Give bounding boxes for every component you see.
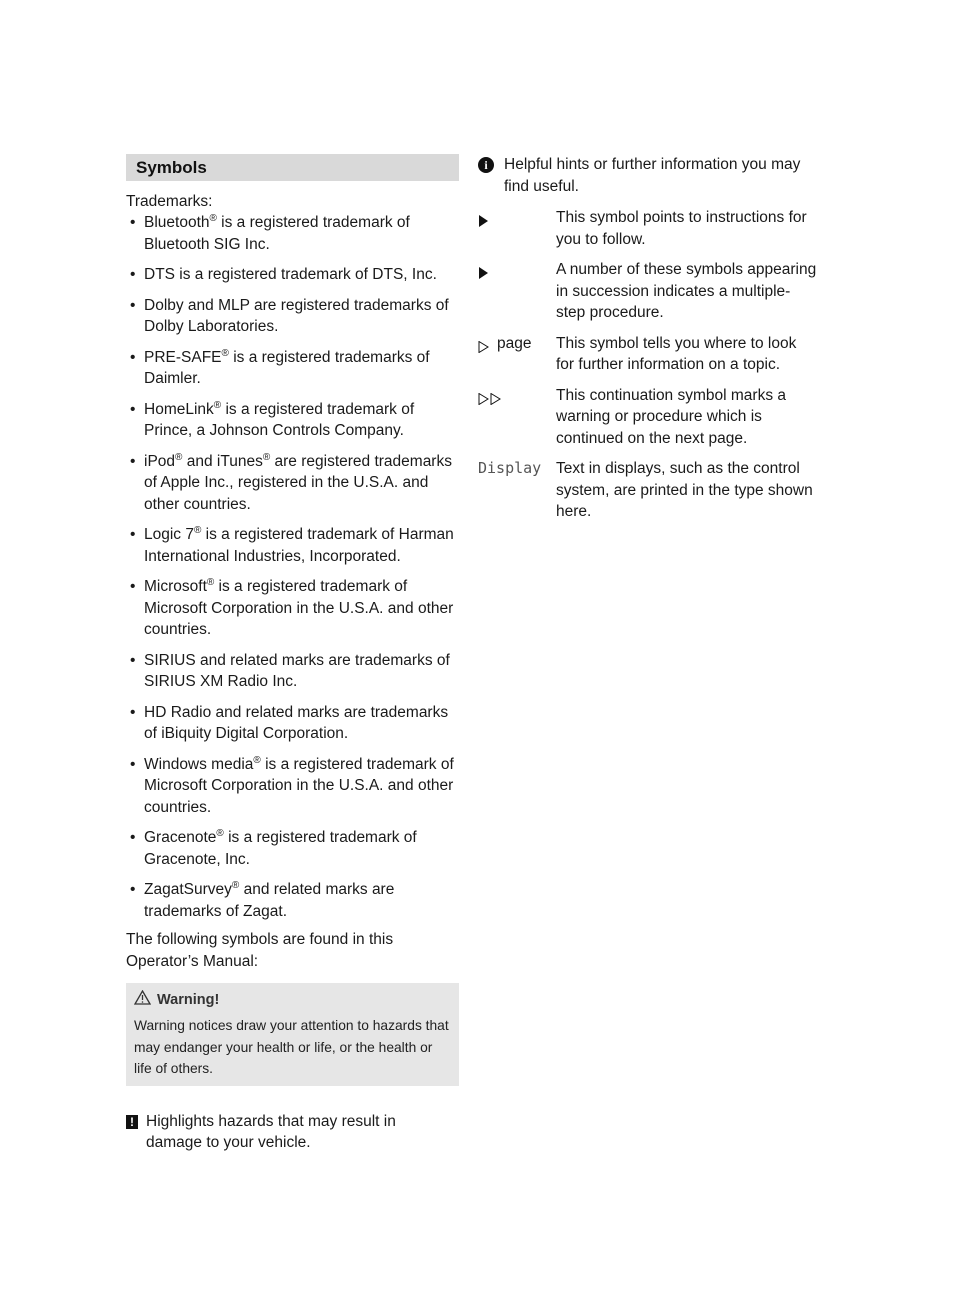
symbol-description: This symbol tells you where to look for further information on a topic. <box>556 334 797 373</box>
hazard-text: Highlights hazards that may result in damage to your vehicle. <box>146 1112 396 1151</box>
warning-triangle-icon <box>134 990 151 1009</box>
info-text: Helpful hints or further information you may find useful. <box>504 156 801 195</box>
list-item: • Bluetooth® is a registered trademark of Bluetooth SIG Inc. <box>130 212 410 253</box>
warning-title-row <box>134 990 451 1009</box>
table-row <box>478 259 818 324</box>
warning-body: Warning notices draw your attention to hazards that may endanger your health or life, or the health or life of others. <box>134 1018 449 1076</box>
list-item: • Microsoft® is a registered trademark of Microsoft Corporation in the U.S.A. and other countries. <box>130 576 454 638</box>
arrow-right-filled-icon <box>478 264 489 286</box>
symbol-description: Text in displays, such as the control system, are printed in the type shown here. <box>556 460 813 520</box>
page-reference-label: page <box>497 334 532 352</box>
list-item: • HD Radio and related marks are trademarks of iBiquity Digital Corporation. <box>130 703 449 742</box>
arrow-right-filled-icon <box>478 212 489 234</box>
section-header: Symbols <box>126 154 459 181</box>
info-note <box>478 154 818 197</box>
exclamation-icon: ! <box>126 1115 138 1129</box>
double-arrow-outline-icon <box>478 390 502 412</box>
list-item: • ZagatSurvey® and related marks are trademarks of Zagat. <box>130 879 395 920</box>
trademark-list <box>126 212 459 922</box>
arrow-right-outline-icon <box>478 338 489 360</box>
warning-title: Warning! <box>157 991 220 1008</box>
right-column <box>478 154 818 532</box>
trademarks-label: Trademarks: <box>126 193 213 210</box>
list-item: • HomeLink® is a registered trademark of Prince, a Johnson Controls Company. <box>130 399 415 439</box>
table-row <box>478 458 818 523</box>
warning-box <box>126 983 459 1086</box>
list-item: • PRE-SAFE® is a registered trademarks of Daimler. <box>130 347 430 387</box>
hazard-note <box>126 1111 459 1154</box>
list-item: • DTS is a registered trademark of DTS, Inc. <box>130 266 437 283</box>
table-row <box>478 333 818 376</box>
symbol-description: This symbol points to instructions for you to follow. <box>556 209 807 248</box>
list-item: • Dolby and MLP are registered trademarks of Dolby Laboratories. <box>130 296 449 335</box>
info-icon: i <box>478 157 494 173</box>
list-item: • iPod® and iTunes® are registered trademarks of Apple Inc., registered in the U.S.A. and other countries. <box>130 451 452 513</box>
list-item: • Gracenote® is a registered trademark of Gracenote, Inc. <box>130 827 417 868</box>
list-item: • Windows media® is a registered trademark of Microsoft Corporation in the U.S.A. and other countries. <box>130 754 454 816</box>
list-item: • Logic 7® is a registered trademark of Harman International Industries, Incorporated. <box>130 524 454 565</box>
symbols-intro: The following symbols are found in this Operator’s Manual: <box>126 931 394 970</box>
symbol-description: A number of these symbols appearing in succession indicates a multiple-step procedure. <box>556 261 817 321</box>
symbol-description: This continuation symbol marks a warning or procedure which is continued on the next page. <box>556 386 787 447</box>
list-item: • SIRIUS and related marks are trademarks of SIRIUS XM Radio Inc. <box>130 651 450 690</box>
symbol-table <box>478 207 818 523</box>
table-row <box>478 385 818 450</box>
table-row <box>478 207 818 250</box>
display-font-sample: Display <box>478 459 542 477</box>
left-column <box>126 154 459 1154</box>
